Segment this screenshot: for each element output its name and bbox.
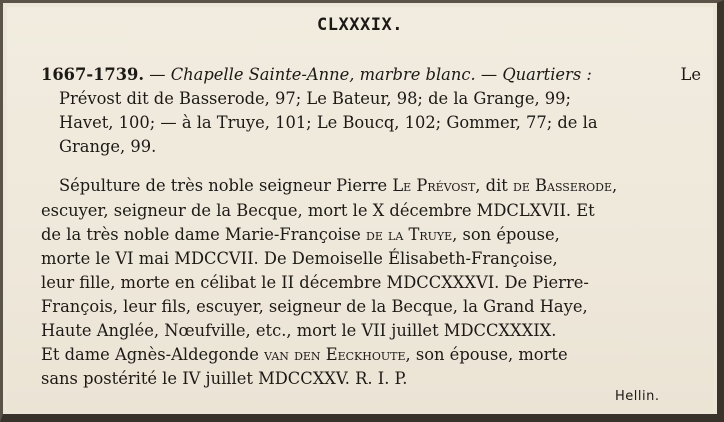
entry-line-4: Grange, 99. xyxy=(59,137,157,156)
entry-line-2: Prévost dit de Basserode, 97; Le Bateur, 98; de la Grange, 99; xyxy=(59,89,572,108)
author-signature: Hellin. xyxy=(615,389,660,404)
entry-dates: 1667-1739. xyxy=(41,65,145,84)
body-line-4: morte le VI mai MDCCVII. De Demoiselle Élisabeth-Françoise, xyxy=(41,249,558,268)
entry-line-3: Havet, 100; — à la Truye, 101; Le Boucq, 102; Gommer, 77; de la xyxy=(59,113,598,132)
body-line-5: leur fille, morte en célibat le II décembre MDCCXXXVI. De Pierre- xyxy=(41,273,589,292)
body-line-8: Et dame Agnès-Aldegonde van den Eeckhoute, son épouse, morte xyxy=(41,345,568,364)
entry-place: Chapelle Sainte-Anne, marbre blanc. xyxy=(170,65,476,84)
body-line-9: sans postérité le IV juillet MDCCXXV. R. I. P. xyxy=(41,369,408,388)
quartiers-label: Quartiers : xyxy=(502,65,592,84)
entry-number: CLXXXIX. xyxy=(317,15,403,35)
body-line-7: Haute Anglée, Nœufville, etc., mort le VII juillet MDCCXXXIX. xyxy=(41,321,557,340)
entry-line-1: 1667-1739. — Chapelle Sainte-Anne, marbre blanc. — Quartiers : Le xyxy=(41,65,701,84)
body-line-1: Sépulture de très noble seigneur Pierre Le Prévost, dit de Basserode, xyxy=(59,176,618,195)
document-page xyxy=(7,7,713,411)
body-line-2: escuyer, seigneur de la Becque, mort le X décembre MDCLXVII. Et xyxy=(41,201,595,220)
body-line-3: de la très noble dame Marie-Françoise de la Truye, son épouse, xyxy=(41,225,560,244)
body-line-6: François, leur fils, escuyer, seigneur de la Becque, la Grand Haye, xyxy=(41,297,588,316)
